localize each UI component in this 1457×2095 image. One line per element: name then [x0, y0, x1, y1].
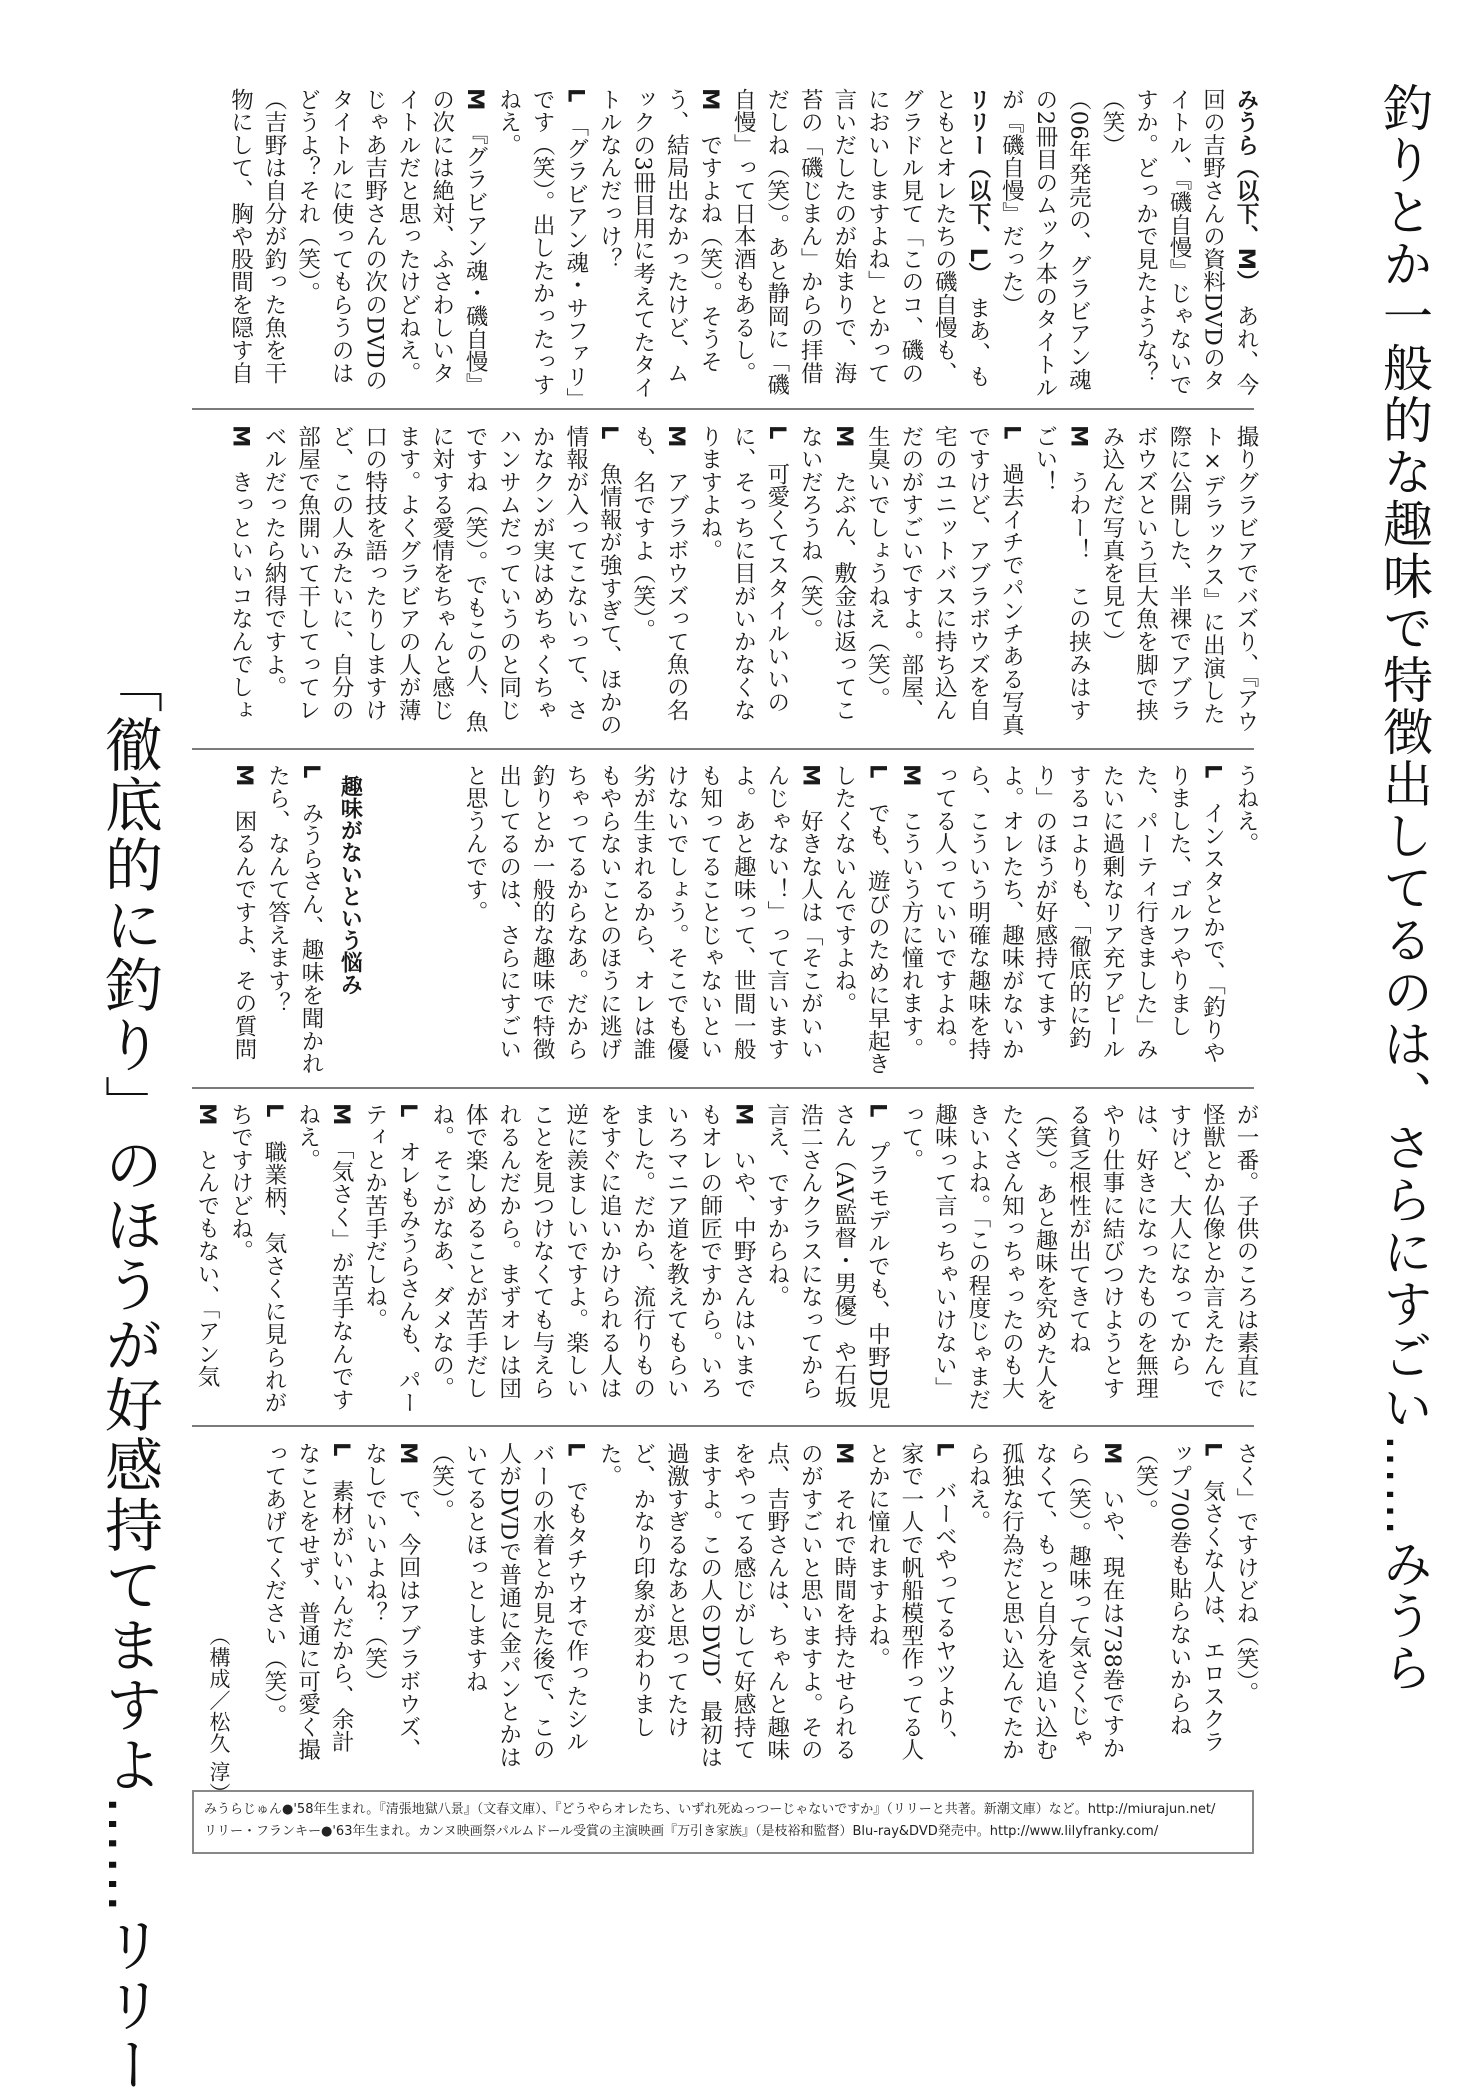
speaker-label: M: [194, 1103, 221, 1126]
speaker-label: M: [830, 1442, 857, 1465]
dialogue-text: いや、中野さんはいまでもオレの師匠ですから。いろいろマニア道を教えてもらいました。だから、流行りものをすぐに追いかけられる人は逆に羨ましいですよ。楽しいことを見つけなくても与えられるんだから。まずオレは団体で楽しめることが苦手だしね。そこがなあ、ダメなの。: [428, 1103, 757, 1400]
dialogue-paragraph: [793, 425, 860, 737]
dialogue-paragraph: [994, 88, 1095, 400]
speaker-label: M: [830, 425, 857, 448]
credit: （構成／松久 淳）: [207, 1625, 231, 1805]
dialogue-text: （吉野は自分が釣った魚を干物にして、胸や股間を隠す自: [227, 88, 288, 385]
speaker-label: L: [328, 1442, 355, 1457]
speaker-label: リリー（以下、L）: [964, 88, 991, 274]
dialogue-paragraph: [190, 1103, 224, 1415]
profile-miura: みうらじゅん●'58年生まれ。『清張地獄八景』（文春文庫）、『どうやらオレたち、いずれ死ぬっつーじゃないですか』（リリーと共著。新潮文庫）など。http://miurajun.net/: [204, 1802, 1216, 1817]
dialogue-text: でも、遊びのために早起きしたくないんですよね。: [830, 764, 891, 1076]
speaker-label: M: [897, 764, 924, 787]
dialogue-text: オレもみうらさんも、パーティとか苦手だしね。: [361, 1103, 422, 1415]
dialogue-text: 可愛くてスタイルいいのに、そっちに目がいかなくなりますよね。: [696, 425, 790, 722]
dialogue-text: で、今回はアブラボウズ、なしでいいよね？（笑）: [361, 1442, 422, 1762]
speaker-label: L: [562, 88, 589, 103]
dialogue-text: あれ、今回の吉野さんの資料DVDのタイトル、『磯自慢』じゃないですか。どっかで見たような？（笑）: [1098, 88, 1259, 396]
speaker-label: M: [227, 425, 254, 448]
dialogue-text: 魚情報が強すぎて、ほかの情報が入ってこないって、さかなクンが実はめちゃくちゃハンサムだっていうのと同じですね（笑）。でもこの人、魚に対する愛情をちゃんと感じます。よくグラビアの人が薄口の特技を語ったりしますけど、この人みたいに、自分の部屋で魚開いて干してってレベルだったら納得ですよ。: [261, 425, 623, 737]
dialogue-paragraph: [223, 88, 290, 400]
speaker-label: L: [931, 1442, 958, 1457]
speaker-label: M: [462, 88, 489, 111]
dialogue-paragraph: [424, 1442, 592, 1772]
dialogue-paragraph: [458, 764, 827, 1076]
dialogue-text: たぶん、敷金は返ってこないだろうね（笑）。: [797, 425, 857, 722]
dialogue-paragraph: [893, 1103, 1262, 1415]
speaker-label: M: [663, 425, 690, 448]
dialogue-paragraph: [726, 88, 994, 400]
column-divider: [192, 408, 1254, 410]
headline-lily: 「徹底的に釣り」のほうが好感持てますよ……リリー: [95, 655, 163, 2095]
speaker-label: M: [696, 88, 723, 111]
column-divider: [192, 1425, 1254, 1427]
speaker-label: L: [864, 764, 891, 779]
dialogue-text: 職業柄、気さくに見られがちですけどね。: [227, 1103, 288, 1415]
article-block-3: [432, 764, 1262, 1076]
column-divider: [192, 1087, 1254, 1089]
dialogue-paragraph: [759, 1103, 893, 1415]
dialogue-text: こういう方に憧れます。: [897, 809, 924, 1061]
dialogue-text: いや、現在は738巻ですから（笑）。趣味って気さくじゃなくて、もっと自分を追い込む孤独な行為だと思い込んでたからねえ。: [964, 1442, 1125, 1762]
dialogue-paragraph: [290, 88, 491, 400]
dialogue-paragraph: [1094, 88, 1262, 400]
profile-lily: リリー・フランキー●'63年生まれ。カンヌ映画祭パルムドール受賞の主演映画『万引き家族』（是枝裕和監督）Blu-ray&DVD発売中。http://www.lilyfranky.com/: [204, 1824, 1159, 1839]
speaker-label: L: [261, 1103, 288, 1118]
dialogue-text: 「グラビアン魂・サファリ」です（笑）。出したかったっすねえ。: [495, 88, 589, 400]
speaker-label: L: [596, 425, 623, 440]
dialogue-text: バーベやってるヤツより、家で一人で帆船模型作ってる人とかに憧れますよね。: [864, 1442, 958, 1762]
dialogue-paragraph: [1228, 1442, 1262, 1772]
dialogue-paragraph: [927, 764, 1229, 1076]
dialogue-text: 過去イチでパンチある写真ですけど、アブラボウズを自宅のユニットバスに持ち込んだのがすごいですよ。部屋、生臭いでしょうねえ（笑）。: [864, 425, 1025, 737]
dialogue-text: 好きな人は「そこがいいんじゃない！」って言いますよ。あと趣味って、世間一般も知ってることじゃないといけないでしょう。そこでも優劣が生まれるから、オレは誰もやらないことのほうに逃げちゃってるからなあ。だから釣りとか一般的な趣味で特徴出してるのは、さらにすごいと思うんです。: [462, 764, 824, 1061]
dialogue-text: 『グラビアン魂・磯自慢』の次には絶対、ふさわしいタイトルだと思ったけどねえ。じゃあ吉野さんの次のDVDのタイトルに使ってもらうのはどうよ？それ（笑）。: [294, 88, 489, 396]
speaker-label: M: [395, 1442, 422, 1465]
article-block-4: [194, 1103, 1262, 1415]
dialogue-text: とんでもない、「アン気: [194, 1148, 221, 1389]
article-block-1: [227, 88, 1262, 400]
dialogue-paragraph: [625, 425, 692, 737]
dialogue-paragraph: [1128, 1442, 1229, 1772]
dialogue-text: まあ、もともとオレたちの磯自慢も、グラドル見て「このコ、磯のにおいしますよね」とかって言いだしたのが始まりで、海苔の「磯じまん」からの拝借だしね（笑）。あと静岡に「磯自慢」って日本酒もあるし。: [730, 88, 991, 396]
column-divider: [192, 748, 1254, 750]
profile-footer: [192, 1790, 1254, 1854]
dialogue-paragraph: [257, 425, 626, 737]
dialogue-paragraph: [860, 1442, 961, 1772]
speaker-label: L: [864, 1103, 891, 1118]
speaker-label: M: [1065, 425, 1092, 448]
speaker-label: L: [562, 1442, 589, 1457]
speaker-label: L: [298, 764, 324, 779]
article-block-2: [202, 425, 1262, 737]
dialogue-paragraph: [826, 764, 893, 1076]
dialogue-paragraph: [223, 425, 257, 737]
speaker-label: L: [998, 425, 1025, 440]
dialogue-text: さく」ですけどね（笑）。: [1233, 1442, 1259, 1705]
speaker-label: M: [1098, 1442, 1125, 1465]
dialogue-text: 困るんですよ、その質問: [230, 809, 257, 1061]
dialogue-text: うねえ。: [1233, 764, 1259, 856]
dialogue-paragraph: [260, 764, 327, 1076]
speaker-label: L: [1199, 764, 1226, 779]
speaker-label: M: [328, 1103, 355, 1126]
dialogue-paragraph: [592, 88, 726, 400]
dialogue-text: それで時間を持たせられるのがすごいと思いますよ。その点、吉野さんは、ちゃんと趣味をやってる感じがして好感持てますよ。この人のDVD、最初は過激すぎるなあと思ってたけど、かなり印象が変わりました。: [596, 1442, 857, 1769]
article-block-5: [261, 1442, 1262, 1772]
dialogue-paragraph: [290, 1103, 357, 1415]
dialogue-text: アブラボウズって魚の名も、名ですよ（笑）。: [629, 425, 690, 722]
dialogue-paragraph: [692, 425, 793, 737]
dialogue-text: きっといいコなんでしょ: [227, 470, 254, 722]
dialogue-paragraph: [223, 1103, 290, 1415]
speaker-label: L: [395, 1103, 422, 1118]
dialogue-paragraph: [893, 764, 927, 1076]
dialogue-text: インスタとかで、「釣りやりました、ゴルフやりました、パーティ行きました」みたいに過剰なリア充アピールするコよりも、「徹底的に釣り」のほうが好感持てますよ。オレたち、趣味がないから、こういう明確な趣味を持ってる人っていいですよね。: [931, 764, 1226, 1064]
dialogue-text: でもタチウオで作ったシルバーの水着とか見た後で、この人がDVDで普通に金パンとかはいてるとほっとしますね（笑）。: [428, 1442, 589, 1769]
dialogue-text: 「気さく」が苦手なんですねえ。: [294, 1103, 355, 1411]
dialogue-text: 気さくな人は、エロスクラップ700巻も貼らないからね（笑）。: [1132, 1442, 1226, 1754]
dialogue-text: が一番。子供のころは素直に怪獣とか仏像とか言えたんですけど、大人になってからは、好きになったものを無理やり仕事に結びつけようとする貧乏根性が出てきてね（笑）。あと趣味を究めた人をたくさん知っちゃったのも大きいよね。「この程度じゃまだ趣味って言っちゃいけない」って。: [897, 1103, 1259, 1411]
dialogue-text: プラモデルでも、中野D児さん（AV監督・男優）や石坂浩二さんクラスになってから言え、ですからね。: [763, 1103, 891, 1410]
speaker-label: M: [730, 1103, 757, 1126]
dialogue-paragraph: [357, 1442, 424, 1772]
dialogue-paragraph: [960, 1442, 1128, 1772]
dialogue-text: みうらさん、趣味を聞かれたら、なんて答えます？: [264, 764, 324, 1076]
dialogue-paragraph: [491, 88, 592, 400]
dialogue-text: うわー！ この挟みはすごい！: [1031, 425, 1092, 722]
speaker-label: みうら（以下、M）: [1233, 88, 1259, 282]
dialogue-paragraph: [226, 764, 260, 1076]
article-block-3b: [197, 764, 327, 1076]
dialogue-paragraph: [860, 425, 1028, 737]
speaker-label: M: [230, 764, 257, 787]
dialogue-paragraph: [592, 1442, 860, 1772]
dialogue-text: ですよね（笑）。そうそう、結局出なかったけど、ムックの3冊目用に考えてたタイトルなんだっけ？: [596, 88, 723, 400]
dialogue-paragraph: [257, 1442, 358, 1772]
speaker-label: L: [1199, 1442, 1226, 1457]
dialogue-text: 素材がいいんだから、余計なことをせず、普通に可愛く撮ってあげてください（笑）。: [261, 1442, 355, 1762]
dialogue-text: 撮りグラビアでバズり、『アウト×デラックス』に出演した際に公開した、半裸でアブラボウズという巨大魚を脚で挟み込んだ写真を見て）: [1098, 425, 1259, 733]
dialogue-paragraph: [1094, 425, 1262, 737]
dialogue-text: （06年発売の、グラビアン魂の2冊目のムック本のタイトルが『磯自慢』だった）: [998, 88, 1092, 400]
subheading: 趣味がないという悩み: [337, 775, 363, 995]
dialogue-paragraph: [1228, 764, 1262, 1076]
dialogue-paragraph: [1027, 425, 1094, 737]
dialogue-paragraph: [357, 1103, 424, 1415]
dialogue-paragraph: [424, 1103, 759, 1415]
headline-miura: 釣りとか一般的な趣味で特徴出してるのは、さらにすごい……みうら: [1375, 82, 1433, 1694]
speaker-label: M: [797, 764, 824, 787]
speaker-label: L: [763, 425, 790, 440]
